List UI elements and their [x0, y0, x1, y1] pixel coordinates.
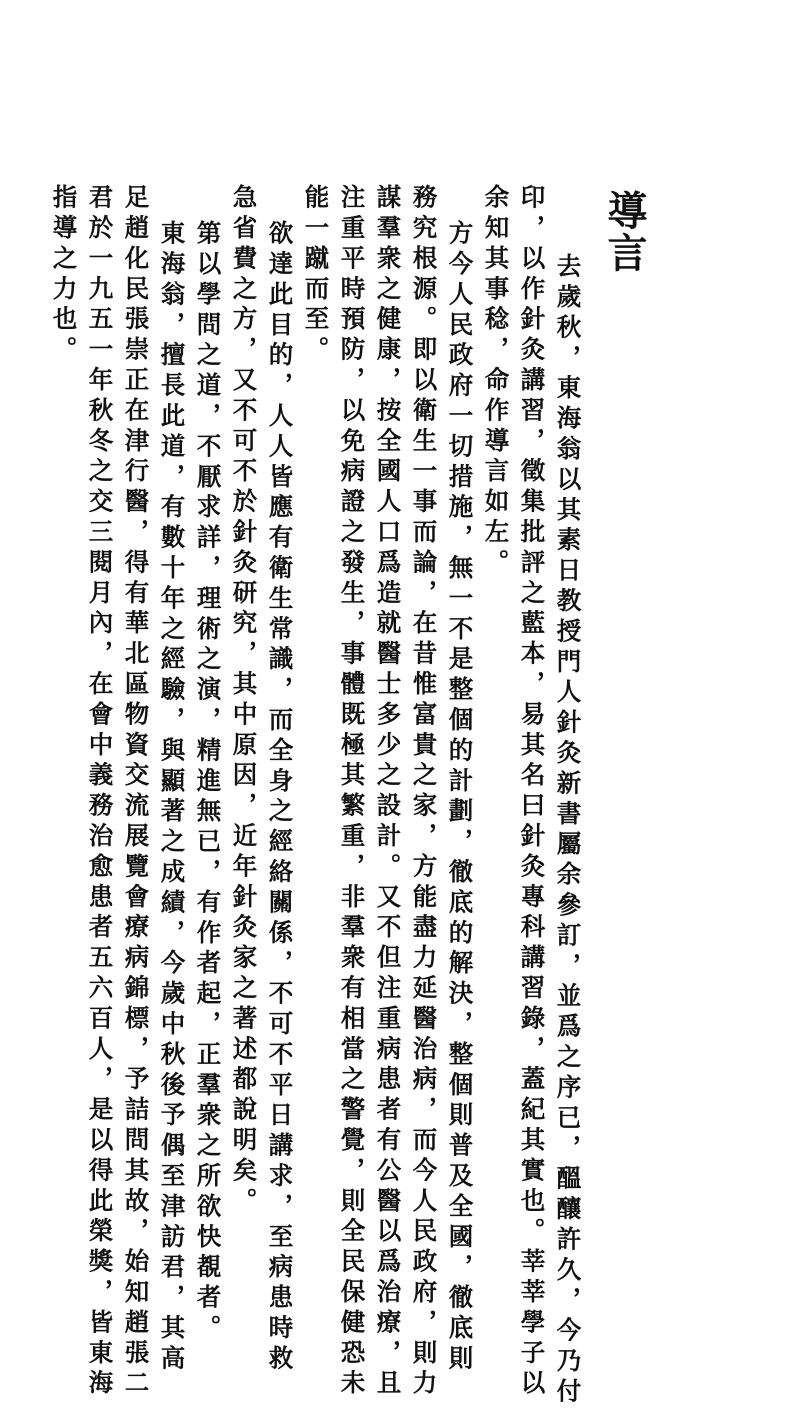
- text-column: 印，以作針灸講習，徵集批評之藍本，易其名曰針灸專科講習錄，蓋紀其實也。莘莘學子以: [517, 184, 547, 1400]
- text-column: 務究根源。即以衛生一事而論，在昔惟富貴之家，方能盡力延醫治病，而今人民政府，則力: [409, 184, 439, 1400]
- text-column: 足趙化民張崇正在津行醫，得有華北區物資交流展覽會療病錦標，予詰問其故，始知趙張二: [121, 184, 151, 1400]
- text-column: 余知其事稔，命作導言如左。: [481, 184, 511, 580]
- text-column: 君於一九五一年秋冬之交三閱月內，在會中義務治愈患者五六百人，是以得此榮獎，皆東海: [85, 184, 115, 1400]
- text-column: 東海翁，擅長此道，有數十年之經驗，與顯著之成績，今歲中秋後予偶至津訪君，其高: [157, 220, 187, 1376]
- text-column: 去歲秋，東海翁以其素日教授門人針灸新書屬余參訂，並爲之序已，醞釀許久，今乃付: [553, 253, 583, 1408]
- text-column: 謀羣衆之健康，按全國人口爲造就醫士多少之設計。又不但注重病患者有公醫以爲治療，且: [373, 184, 403, 1400]
- page-title: 導言: [601, 190, 648, 274]
- text-column: 指導之力也。: [49, 184, 79, 367]
- text-column: 注重平時預防，以免病證之發生，事體既極其繁重，非羣衆有相當之警覺，則全民保健恐未: [337, 184, 367, 1400]
- text-column: 方今人民政府一切措施，無一不是整個的計劃，徹底的解決，整個則普及全國，徹底則: [445, 220, 475, 1376]
- text-column: 第以學問之道，不厭求詳，理術之演，精進無已，有作者起，正羣衆之所欲快覩者。: [193, 220, 223, 1345]
- text-column: 急省費之方，又不可不於針灸研究，其中原因，近年針灸家之著述都說明矣。: [229, 184, 259, 1218]
- text-column: 欲達此目的，人人皆應有衛生常識，而全身之經絡關係，不可不平日講求，至病患時救: [265, 220, 295, 1376]
- text-column: 能一蹴而至。: [301, 184, 331, 367]
